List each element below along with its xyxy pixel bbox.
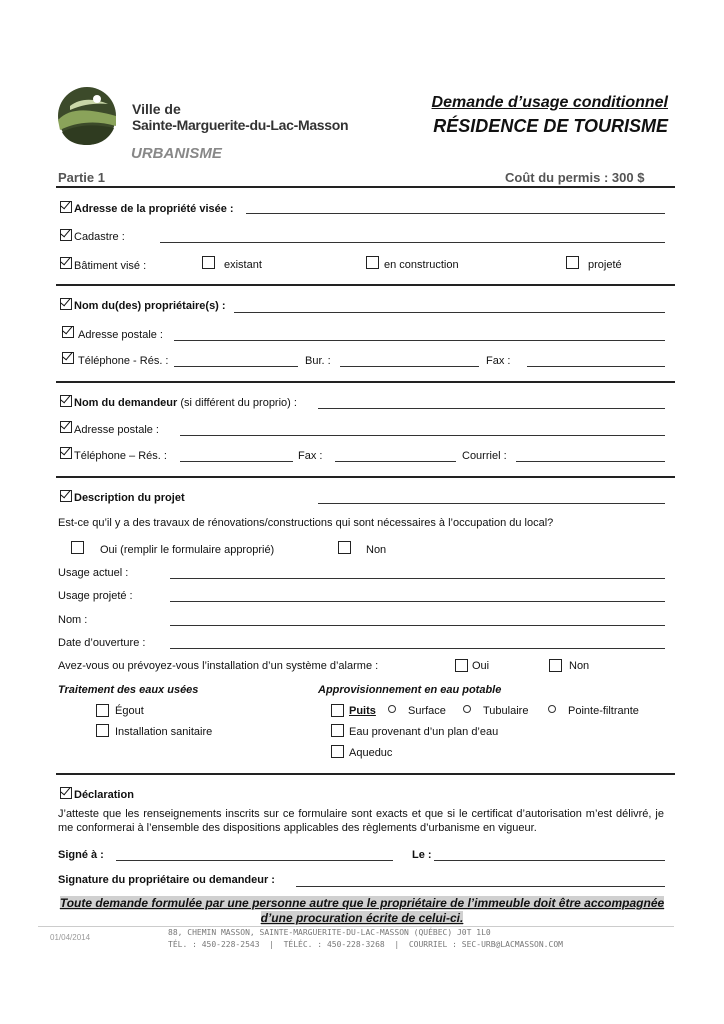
building-label: Bâtiment visé : <box>74 260 147 272</box>
footer-date: 01/04/2014 <box>50 933 91 942</box>
applicant-name-field[interactable] <box>318 408 665 409</box>
existing-checkbox[interactable] <box>202 256 215 269</box>
projected-use-field[interactable] <box>170 601 665 602</box>
applicant-phone-field[interactable] <box>180 461 293 462</box>
owner-phone-label: Téléphone - Rés. : <box>78 355 169 367</box>
owner-fax-field[interactable] <box>527 366 665 367</box>
divider <box>56 284 675 286</box>
renovation-yes-checkbox[interactable] <box>71 541 84 554</box>
applicant-postal-field[interactable] <box>180 435 665 436</box>
cadastre-field[interactable] <box>160 242 665 243</box>
footer-rule <box>38 926 674 927</box>
divider <box>56 773 675 775</box>
applicant-fax-label: Fax : <box>298 450 323 462</box>
construction-label: en construction <box>384 259 459 271</box>
water-title: Approvisionnement en eau potable <box>318 684 502 696</box>
declaration-checkbox[interactable] <box>60 787 72 799</box>
property-address-field[interactable] <box>246 213 665 214</box>
department-label: URBANISME <box>131 145 222 162</box>
applicant-phone-checkbox[interactable] <box>60 447 72 459</box>
renovation-no-checkbox[interactable] <box>338 541 351 554</box>
septic-label: Installation sanitaire <box>115 726 213 738</box>
owner-name-label: Nom du(des) propriétaire(s) : <box>74 300 226 312</box>
cadastre-checkbox[interactable] <box>60 229 72 241</box>
existing-label: existant <box>224 259 262 271</box>
aqueduct-checkbox[interactable] <box>331 745 344 758</box>
footer-address: 88, CHEMIN MASSON, SAINTE-MARGUERITE-DU-LAC-MASSON (QUÉBEC) J0T 1L0 <box>168 928 491 937</box>
form-title: Demande d’usage conditionnel <box>431 94 668 111</box>
form-subtitle: RÉSIDENCE DE TOURISME <box>433 116 668 136</box>
applicant-fax-field[interactable] <box>335 461 456 462</box>
signed-at-label: Signé à : <box>58 849 104 861</box>
project-name-label: Nom : <box>58 614 88 626</box>
tubular-radio[interactable] <box>463 705 471 713</box>
applicant-name-note: (si différent du proprio) : <box>180 397 297 409</box>
applicant-email-field[interactable] <box>516 461 665 462</box>
applicant-name-label: Nom du demandeur <box>74 397 178 409</box>
city-logo <box>56 86 118 146</box>
construction-checkbox[interactable] <box>366 256 379 269</box>
owner-postal-field[interactable] <box>174 340 665 341</box>
alarm-no-label: Non <box>569 660 590 672</box>
divider <box>56 476 675 478</box>
divider <box>56 186 675 188</box>
divider <box>56 381 675 383</box>
owner-name-checkbox[interactable] <box>60 298 72 310</box>
surface-radio[interactable] <box>388 705 396 713</box>
signature-label: Signature du propriétaire ou demandeur : <box>58 874 275 886</box>
signature-field[interactable] <box>296 886 665 887</box>
projected-checkbox[interactable] <box>566 256 579 269</box>
well-checkbox[interactable] <box>331 704 344 717</box>
current-use-field[interactable] <box>170 578 665 579</box>
proxy-notice-text: Toute demande formulée par une personne autre que le propriétaire de l’immeuble doit être accompagnée d’une procuration écrite de celui-ci. <box>59 896 665 925</box>
date-field[interactable] <box>434 860 665 861</box>
renovation-no-label: Non <box>366 544 387 556</box>
alarm-no-checkbox[interactable] <box>549 659 562 672</box>
footer-contacts: TÉL. : 450-228-2543 | TÉLÉC. : 450-228-3268 | COURRIEL : SEC-URB@LACMASSON.COM <box>168 940 563 949</box>
applicant-postal-checkbox[interactable] <box>60 421 72 433</box>
well-label: Puits <box>349 705 376 717</box>
proxy-notice <box>56 896 668 926</box>
projected-label: projeté <box>588 259 622 271</box>
aqueduct-label: Aqueduc <box>349 747 393 759</box>
owner-fax-label: Fax : <box>486 355 511 367</box>
property-address-label: Adresse de la propriété visée : <box>74 203 234 215</box>
part-label: Partie 1 <box>58 170 105 185</box>
renovation-yes-label: Oui (remplir le formulaire approprié) <box>100 544 275 556</box>
cadastre-label: Cadastre : <box>74 231 125 243</box>
renovation-question: Est-ce qu’il y a des travaux de rénovations/constructions qui sont nécessaires à l’occupation du local? <box>58 517 554 529</box>
tubular-label: Tubulaire <box>483 705 529 717</box>
project-desc-label: Description du projet <box>74 492 185 504</box>
sewer-checkbox[interactable] <box>96 704 109 717</box>
water-body-label: Eau provenant d’un plan d’eau <box>349 726 499 738</box>
owner-office-field[interactable] <box>340 366 479 367</box>
opening-date-field[interactable] <box>170 648 665 649</box>
declaration-title: Déclaration <box>74 789 134 801</box>
applicant-postal-label: Adresse postale : <box>74 424 159 436</box>
owner-phone-field[interactable] <box>174 366 298 367</box>
sewer-label: Égout <box>115 705 144 717</box>
applicant-name-checkbox[interactable] <box>60 395 72 407</box>
owner-office-label: Bur. : <box>305 355 331 367</box>
project-desc-field[interactable] <box>318 503 665 504</box>
applicant-email-label: Courriel : <box>462 450 507 462</box>
water-body-checkbox[interactable] <box>331 724 344 737</box>
date-label: Le : <box>412 849 432 861</box>
opening-date-label: Date d’ouverture : <box>58 637 146 649</box>
project-name-field[interactable] <box>170 625 665 626</box>
wastewater-title: Traitement des eaux usées <box>58 684 199 696</box>
alarm-question: Avez-vous ou prévoyez-vous l’installation d’un système d’alarme : <box>58 660 379 672</box>
current-use-label: Usage actuel : <box>58 567 129 579</box>
alarm-yes-checkbox[interactable] <box>455 659 468 672</box>
septic-checkbox[interactable] <box>96 724 109 737</box>
owner-postal-label: Adresse postale : <box>78 329 163 341</box>
owner-phone-checkbox[interactable] <box>62 352 74 364</box>
owner-postal-checkbox[interactable] <box>62 326 74 338</box>
property-address-checkbox[interactable] <box>60 201 72 213</box>
building-checkbox[interactable] <box>60 257 72 269</box>
surface-label: Surface <box>408 705 446 717</box>
signed-at-field[interactable] <box>116 860 393 861</box>
point-label: Pointe-filtrante <box>568 705 639 717</box>
projected-use-label: Usage projeté : <box>58 590 133 602</box>
owner-name-field[interactable] <box>234 312 665 313</box>
declaration-text: J’atteste que les renseignements inscrits sur ce formulaire sont exacts et que si le certificat d’autorisation m’est délivré, je me conformerai à l’ensemble des dispositions applicables des règlements d’urbanisme en vigueur. <box>58 808 664 834</box>
applicant-phone-label: Téléphone – Rés. : <box>74 450 167 462</box>
applicant-name-row <box>74 397 297 409</box>
city-name-line1: Ville de <box>132 101 181 117</box>
permit-cost: Coût du permis : 300 $ <box>505 170 645 185</box>
alarm-yes-label: Oui <box>472 660 490 672</box>
point-radio[interactable] <box>548 705 556 713</box>
project-desc-checkbox[interactable] <box>60 490 72 502</box>
city-name-line2: Sainte-Marguerite-du-Lac-Masson <box>132 117 349 133</box>
